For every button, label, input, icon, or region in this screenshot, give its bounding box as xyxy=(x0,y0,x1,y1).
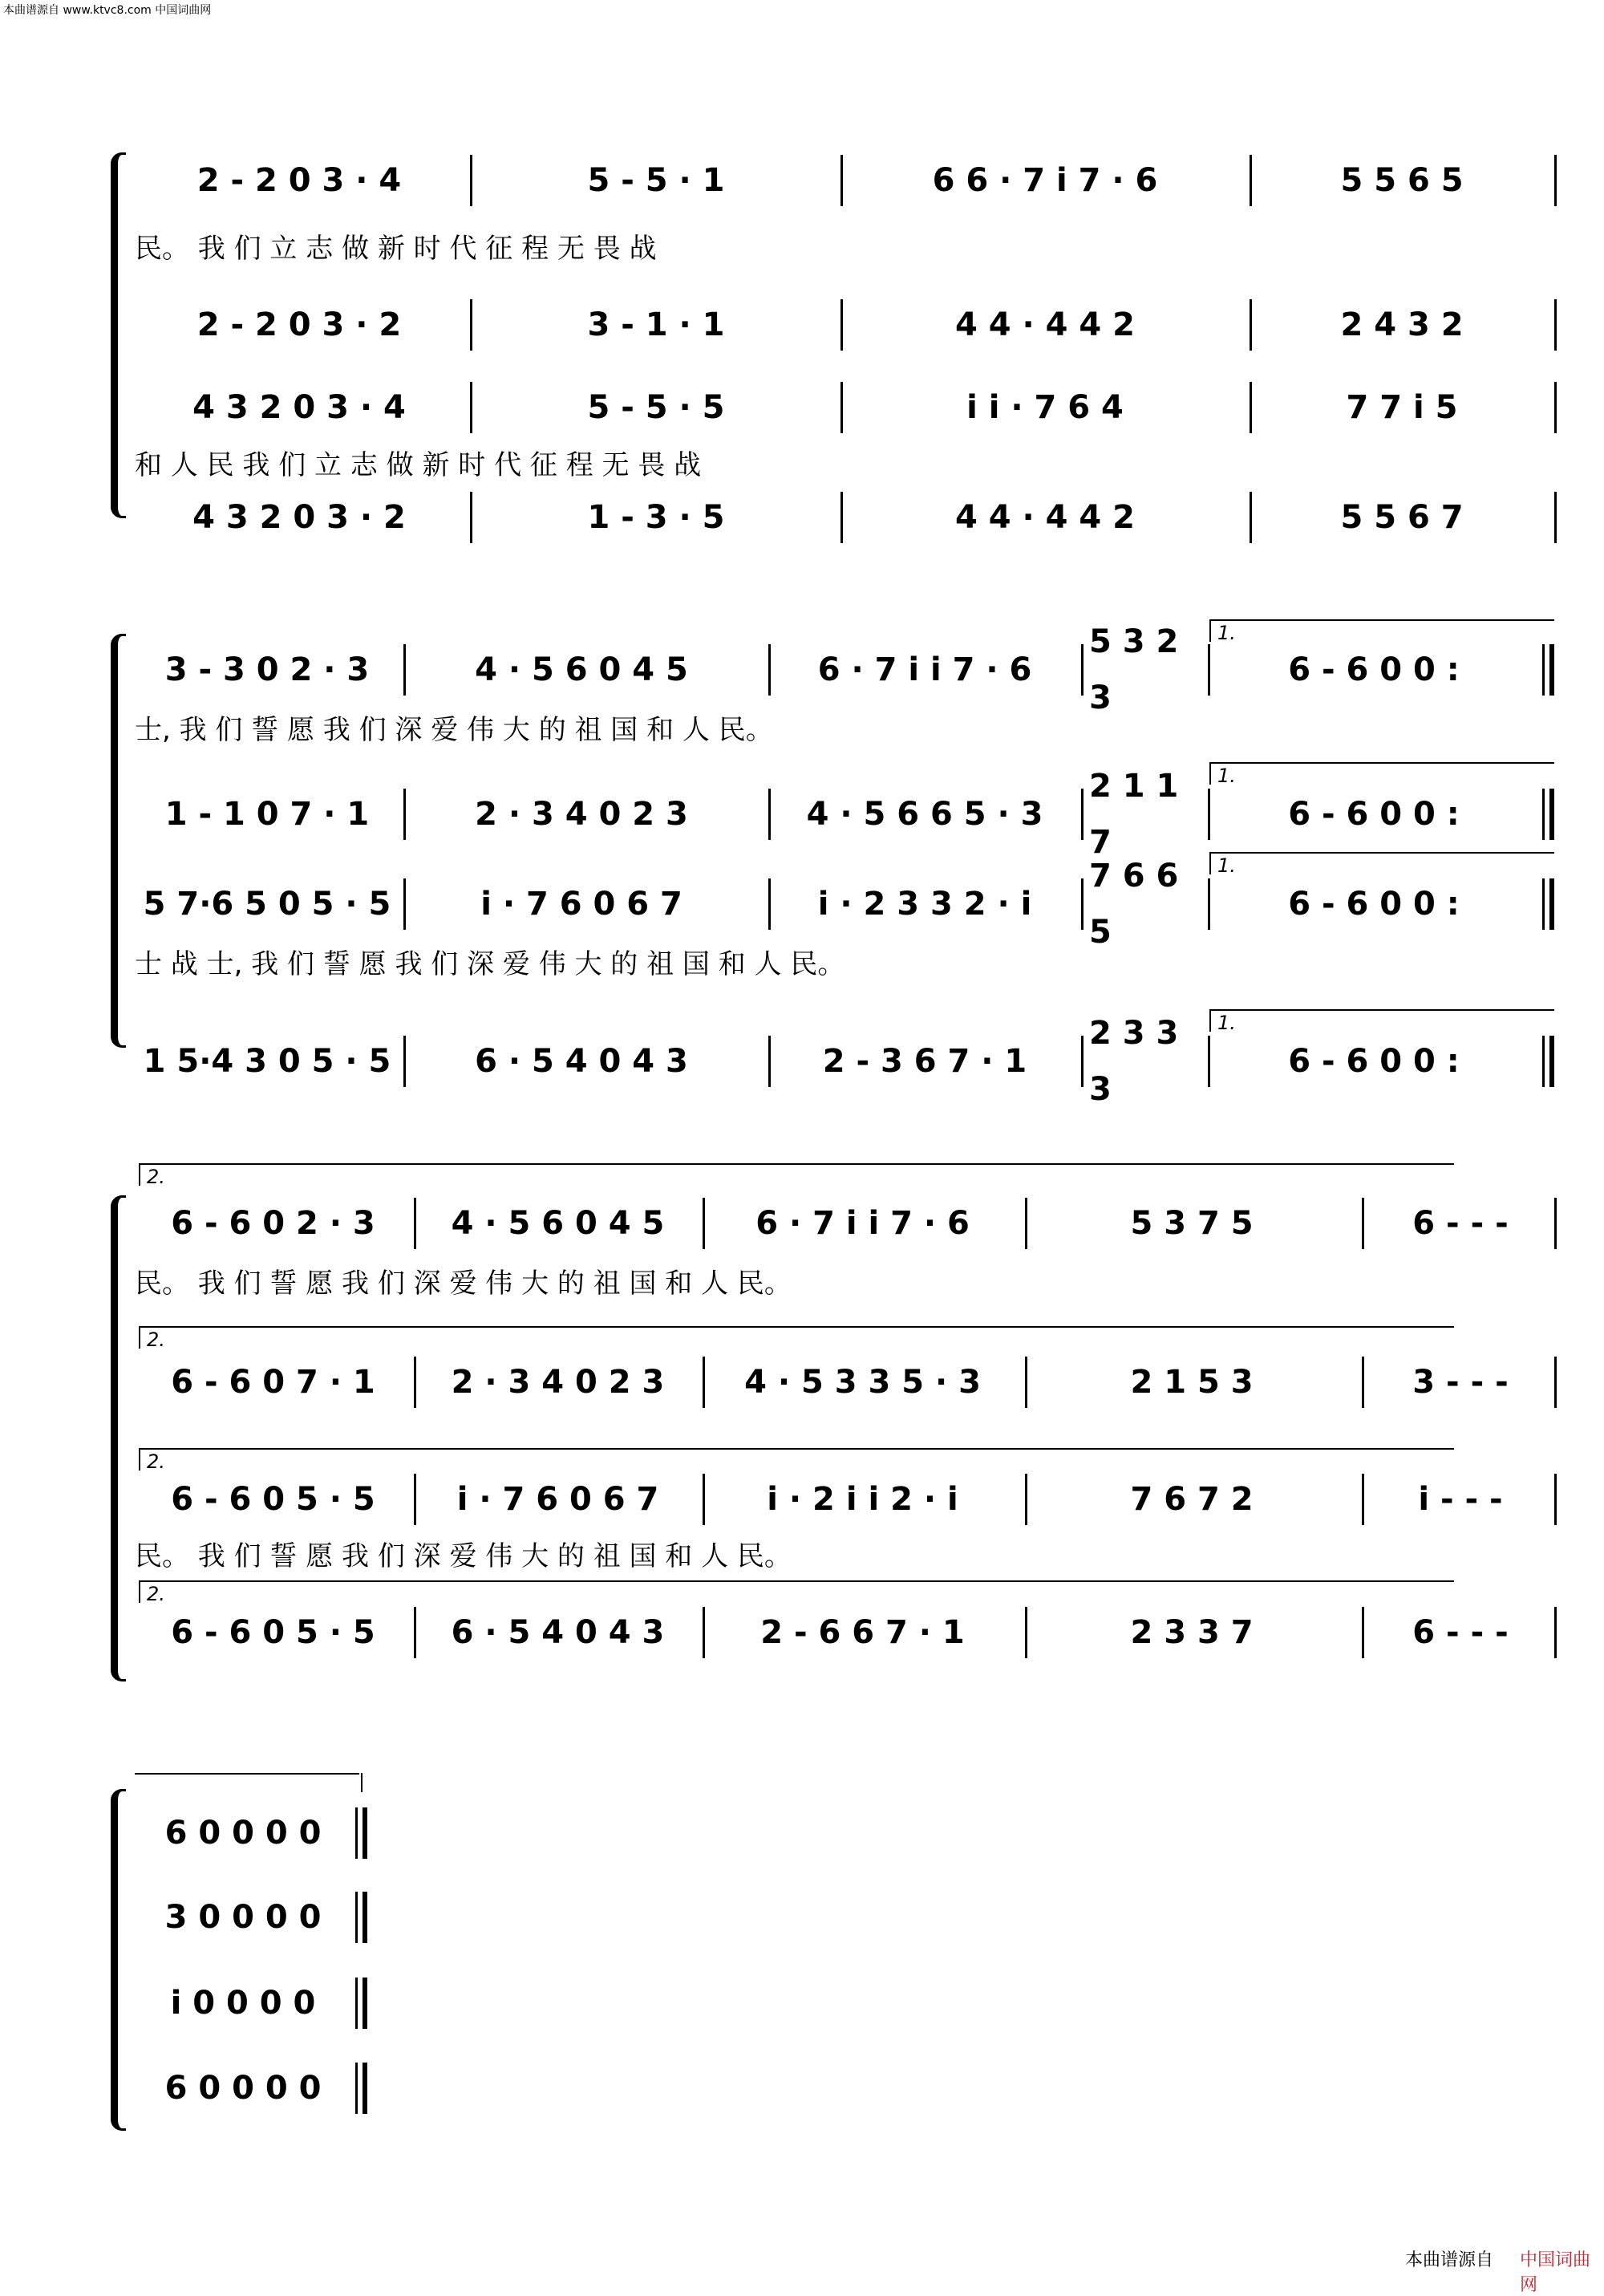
measure: 6 - 6 0 5 · 5 xyxy=(171,1614,375,1651)
measure: 6 - - - xyxy=(1412,1614,1509,1651)
measure: 6 · 5 4 0 4 3 xyxy=(451,1614,665,1651)
measure: 4 4 · 4 4 2 xyxy=(955,499,1135,536)
staff-alto xyxy=(111,768,1474,861)
measure: 4 · 5 3 3 5 · 3 xyxy=(744,1364,981,1401)
staff-tenor xyxy=(111,1471,1503,1527)
measure: 3 - 1 · 1 xyxy=(587,306,725,343)
measure: i · 2 i i 2 · i xyxy=(767,1481,958,1518)
staff-soprano xyxy=(111,623,1474,716)
measure: 7 6 7 2 xyxy=(1130,1481,1254,1518)
measure: i - - - xyxy=(1418,1481,1503,1518)
staff-alto xyxy=(111,1889,431,1945)
staff-tenor xyxy=(111,379,1474,436)
measure: 2 · 3 4 0 2 3 xyxy=(475,796,688,833)
measure: 3 0 0 0 0 xyxy=(164,1899,322,1936)
measure: 2 1 5 3 xyxy=(1130,1364,1254,1401)
measure: 6 · 5 4 0 4 3 xyxy=(475,1043,688,1080)
measure: 6 - 6 0 0 : xyxy=(1288,651,1460,688)
measure: 6 - 6 0 5 · 5 xyxy=(171,1481,375,1518)
staff-bass xyxy=(111,1015,1474,1108)
measure: i i · 7 6 4 xyxy=(966,389,1124,426)
measure: 1 5·4 3 0 5 · 5 xyxy=(143,1043,391,1080)
measure: 4 3 2 0 3 · 2 xyxy=(192,499,406,536)
measure: 6 - 6 0 7 · 1 xyxy=(171,1364,375,1401)
measure: 4 4 · 4 4 2 xyxy=(955,306,1135,343)
measure: 6 · 7 i i 7 · 6 xyxy=(755,1205,970,1242)
measure: 1 - 3 · 5 xyxy=(587,499,725,536)
measure: 2 - 2 0 3 · 2 xyxy=(196,306,402,343)
page-header: 本曲谱源自 www.ktvc8.com 中国词曲网 xyxy=(3,4,212,17)
measure: i · 2 3 3 2 · i xyxy=(817,886,1032,923)
staff-alto xyxy=(111,1354,1509,1410)
volta-bracket: 2. xyxy=(139,1448,1454,1470)
lyrics-line: 士, 我 们 誓 愿 我 们 深 爱 伟 大 的 祖 国 和 人 民。 xyxy=(135,714,773,746)
lyrics-line: 和 人 民 我 们 立 志 做 新 时 代 征 程 无 畏 战 xyxy=(135,449,702,481)
score-system-3 xyxy=(111,1163,1509,1677)
measure: 2 3 3 3 xyxy=(1089,1015,1179,1108)
staff-tenor xyxy=(111,1975,431,2031)
staff-soprano xyxy=(111,1195,1509,1251)
measure: 2 - 2 0 3 · 4 xyxy=(196,162,402,199)
measure: 2 - 3 6 7 · 1 xyxy=(822,1043,1027,1080)
staff-tenor xyxy=(111,858,1474,951)
staff-bass xyxy=(111,1604,1509,1661)
measure: 5 7·6 5 0 5 · 5 xyxy=(143,886,391,923)
volta-bracket: 1. xyxy=(1209,1009,1554,1032)
measure: i 0 0 0 0 xyxy=(170,1985,316,2022)
lyrics-line: 民。 我 们 誓 愿 我 们 深 爱 伟 大 的 祖 国 和 人 民。 xyxy=(135,1540,792,1572)
staff-bass xyxy=(111,2060,431,2116)
measure: 2 4 3 2 xyxy=(1340,306,1464,343)
volta-bracket: 2. xyxy=(139,1580,1454,1603)
staff-alto xyxy=(111,297,1474,353)
volta-bracket: 1. xyxy=(1209,852,1554,874)
footer-site: 中国词曲网 xyxy=(1520,2250,1591,2295)
measure: 6 0 0 0 0 xyxy=(164,2070,322,2107)
measure: 6 6 · 7 i 7 · 6 xyxy=(932,162,1158,199)
measure: 6 · 7 i i 7 · 6 xyxy=(817,651,1032,688)
volta-bracket: 2. xyxy=(139,1163,1454,1186)
staff-soprano xyxy=(111,1805,431,1861)
measure: 5 - 5 · 5 xyxy=(587,389,725,426)
measure: 4 · 5 6 6 5 · 3 xyxy=(806,796,1043,833)
score-system-1 xyxy=(111,152,1474,536)
measure: 7 6 6 5 xyxy=(1089,858,1179,951)
measure: 2 - 6 6 7 · 1 xyxy=(760,1614,965,1651)
measure: 6 0 0 0 0 xyxy=(164,1815,322,1852)
volta-bracket: 2. xyxy=(139,1326,1454,1349)
volta-bracket: 1. xyxy=(1209,619,1554,642)
lyrics-line: 民。 我 们 誓 愿 我 们 深 爱 伟 大 的 祖 国 和 人 民。 xyxy=(135,1268,792,1300)
measure: 5 5 6 5 xyxy=(1340,162,1464,199)
measure: 5 - 5 · 1 xyxy=(587,162,725,199)
measure: 6 - - - xyxy=(1412,1205,1509,1242)
measure: 5 5 6 7 xyxy=(1340,499,1464,536)
measure: 3 - - - xyxy=(1412,1364,1509,1401)
measure: 4 · 5 6 0 4 5 xyxy=(451,1205,665,1242)
measure: 2 · 3 4 0 2 3 xyxy=(451,1364,665,1401)
measure: 5 3 7 5 xyxy=(1130,1205,1254,1242)
measure: 4 · 5 6 0 4 5 xyxy=(475,651,688,688)
measure: 1 - 1 0 7 · 1 xyxy=(164,796,370,833)
measure: 7 7 i 5 xyxy=(1346,389,1458,426)
lyrics-line: 民。 我 们 立 志 做 新 时 代 征 程 无 畏 战 xyxy=(135,233,657,265)
measure: 6 - 6 0 0 : xyxy=(1288,886,1460,923)
measure: 4 3 2 0 3 · 4 xyxy=(192,389,406,426)
measure: 3 - 3 0 2 · 3 xyxy=(164,651,370,688)
lyrics-line: 士 战 士, 我 们 誓 愿 我 们 深 爱 伟 大 的 祖 国 和 人 民。 xyxy=(135,948,845,980)
score-system-2 xyxy=(111,622,1474,1108)
measure: 6 - 6 0 0 : xyxy=(1288,796,1460,833)
measure: 6 - 6 0 2 · 3 xyxy=(171,1205,375,1242)
measure: 2 3 3 7 xyxy=(1130,1614,1254,1651)
staff-bass xyxy=(111,489,1474,546)
measure: 5 3 2 3 xyxy=(1089,623,1179,716)
measure: 2 1 1 7 xyxy=(1089,768,1179,861)
staff-soprano xyxy=(111,152,1474,209)
volta-bracket: 1. xyxy=(1209,762,1554,785)
measure: i · 7 6 0 6 7 xyxy=(456,1481,659,1518)
score-system-4 xyxy=(111,1773,431,2134)
measure: 6 - 6 0 0 : xyxy=(1288,1043,1460,1080)
measure: i · 7 6 0 6 7 xyxy=(480,886,683,923)
footer-source: 本曲谱源自 xyxy=(1405,2250,1494,2270)
